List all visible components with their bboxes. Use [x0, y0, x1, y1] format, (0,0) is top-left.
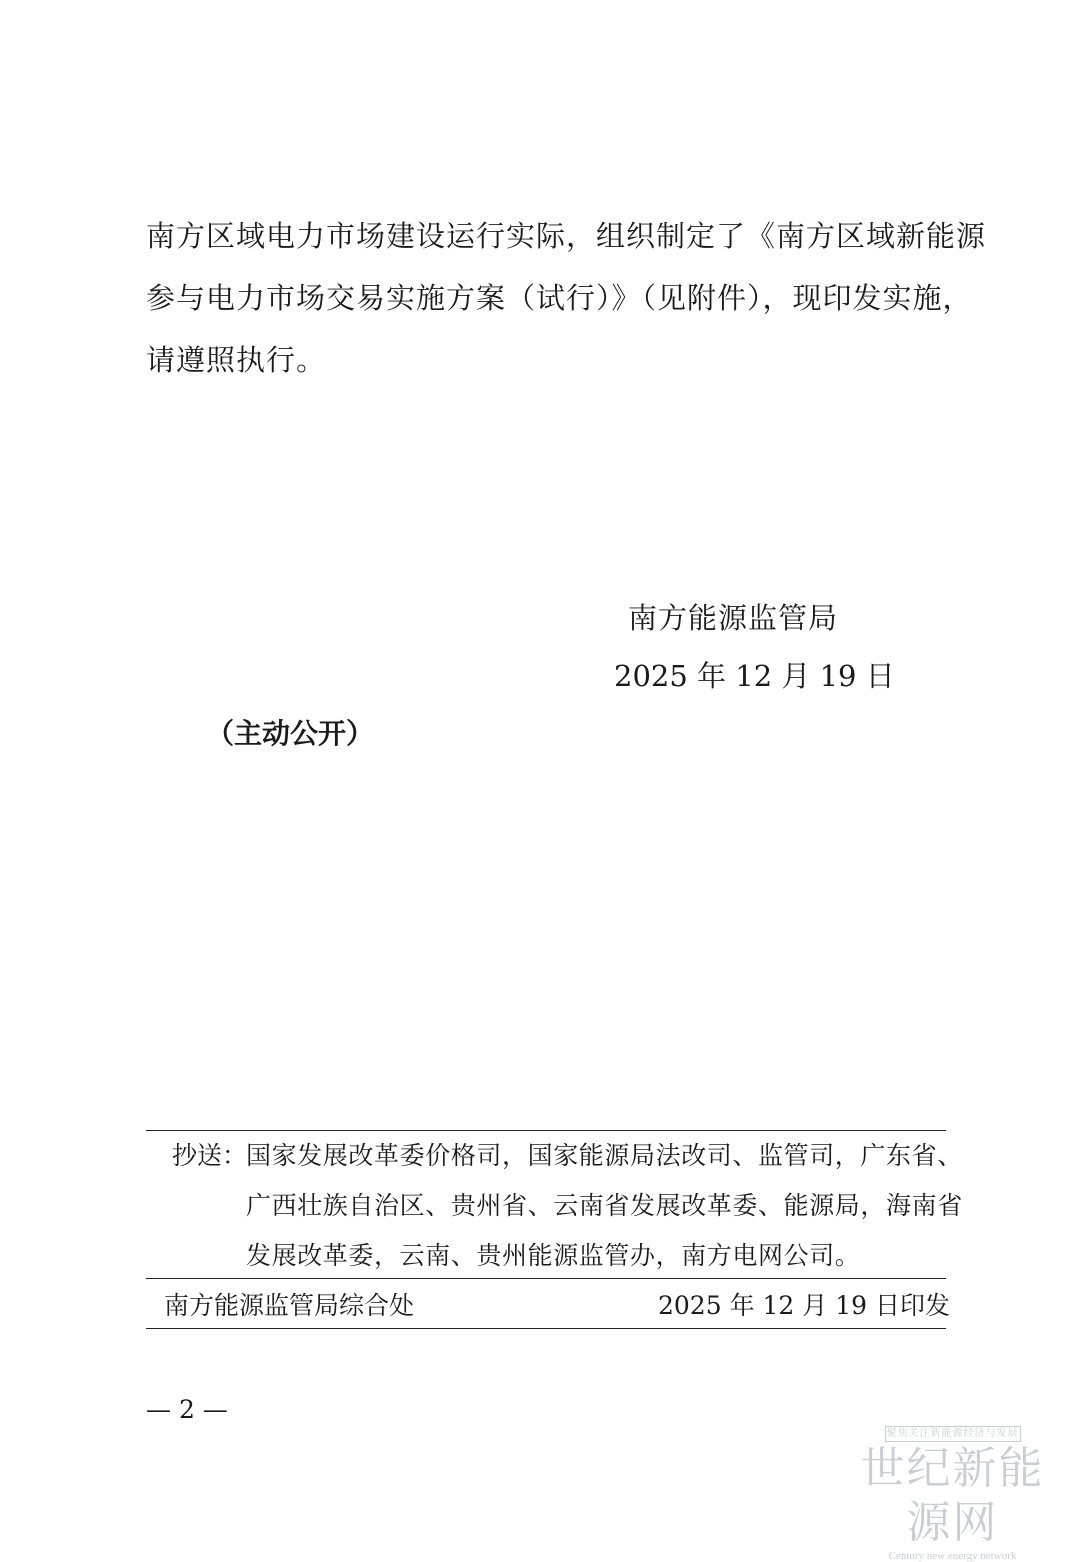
page-number: — 2 — — [146, 1395, 228, 1424]
cc-label: 抄送： — [172, 1141, 248, 1170]
signature-organization: 南方能源监管局 — [628, 601, 839, 635]
cc-line-1: 国家发展改革委价格司，国家能源局法改司、监管司，广东省、 — [246, 1141, 963, 1170]
cc-line-3: 发展改革委，云南、贵州能源监管办，南方电网公司。 — [246, 1241, 861, 1270]
cc-line-2: 广西壮族自治区、贵州省、云南省发展改革委、能源局，海南省 — [246, 1191, 963, 1220]
watermark-subtitle: Century new energy network — [888, 1550, 1017, 1562]
issue-date: 2025 年 12 月 19 日印发 — [658, 1291, 950, 1320]
signature-date: 2025 年 12 月 19 日 — [614, 659, 895, 693]
body-text-line-1: 南方区域电力市场建设运行实际，组织制定了《南方区域新能源 — [146, 219, 987, 253]
watermark-title: 世纪新能源网 — [860, 1443, 1045, 1548]
watermark-logo — [845, 1426, 1060, 1562]
footer-bottom-rule — [146, 1328, 946, 1329]
body-text-line-2: 参与电力市场交易实施方案（试行）》（见附件），现印发实施， — [146, 281, 973, 315]
watermark-tagline: 聚焦关注新能源经济与发展 — [885, 1426, 1021, 1442]
cc-bottom-rule — [146, 1278, 946, 1279]
body-text-line-3: 请遵照执行。 — [146, 343, 327, 377]
disclosure-status: （主动公开） — [206, 717, 375, 750]
issuer-office: 南方能源监管局综合处 — [164, 1291, 415, 1320]
cc-top-rule — [146, 1130, 946, 1131]
